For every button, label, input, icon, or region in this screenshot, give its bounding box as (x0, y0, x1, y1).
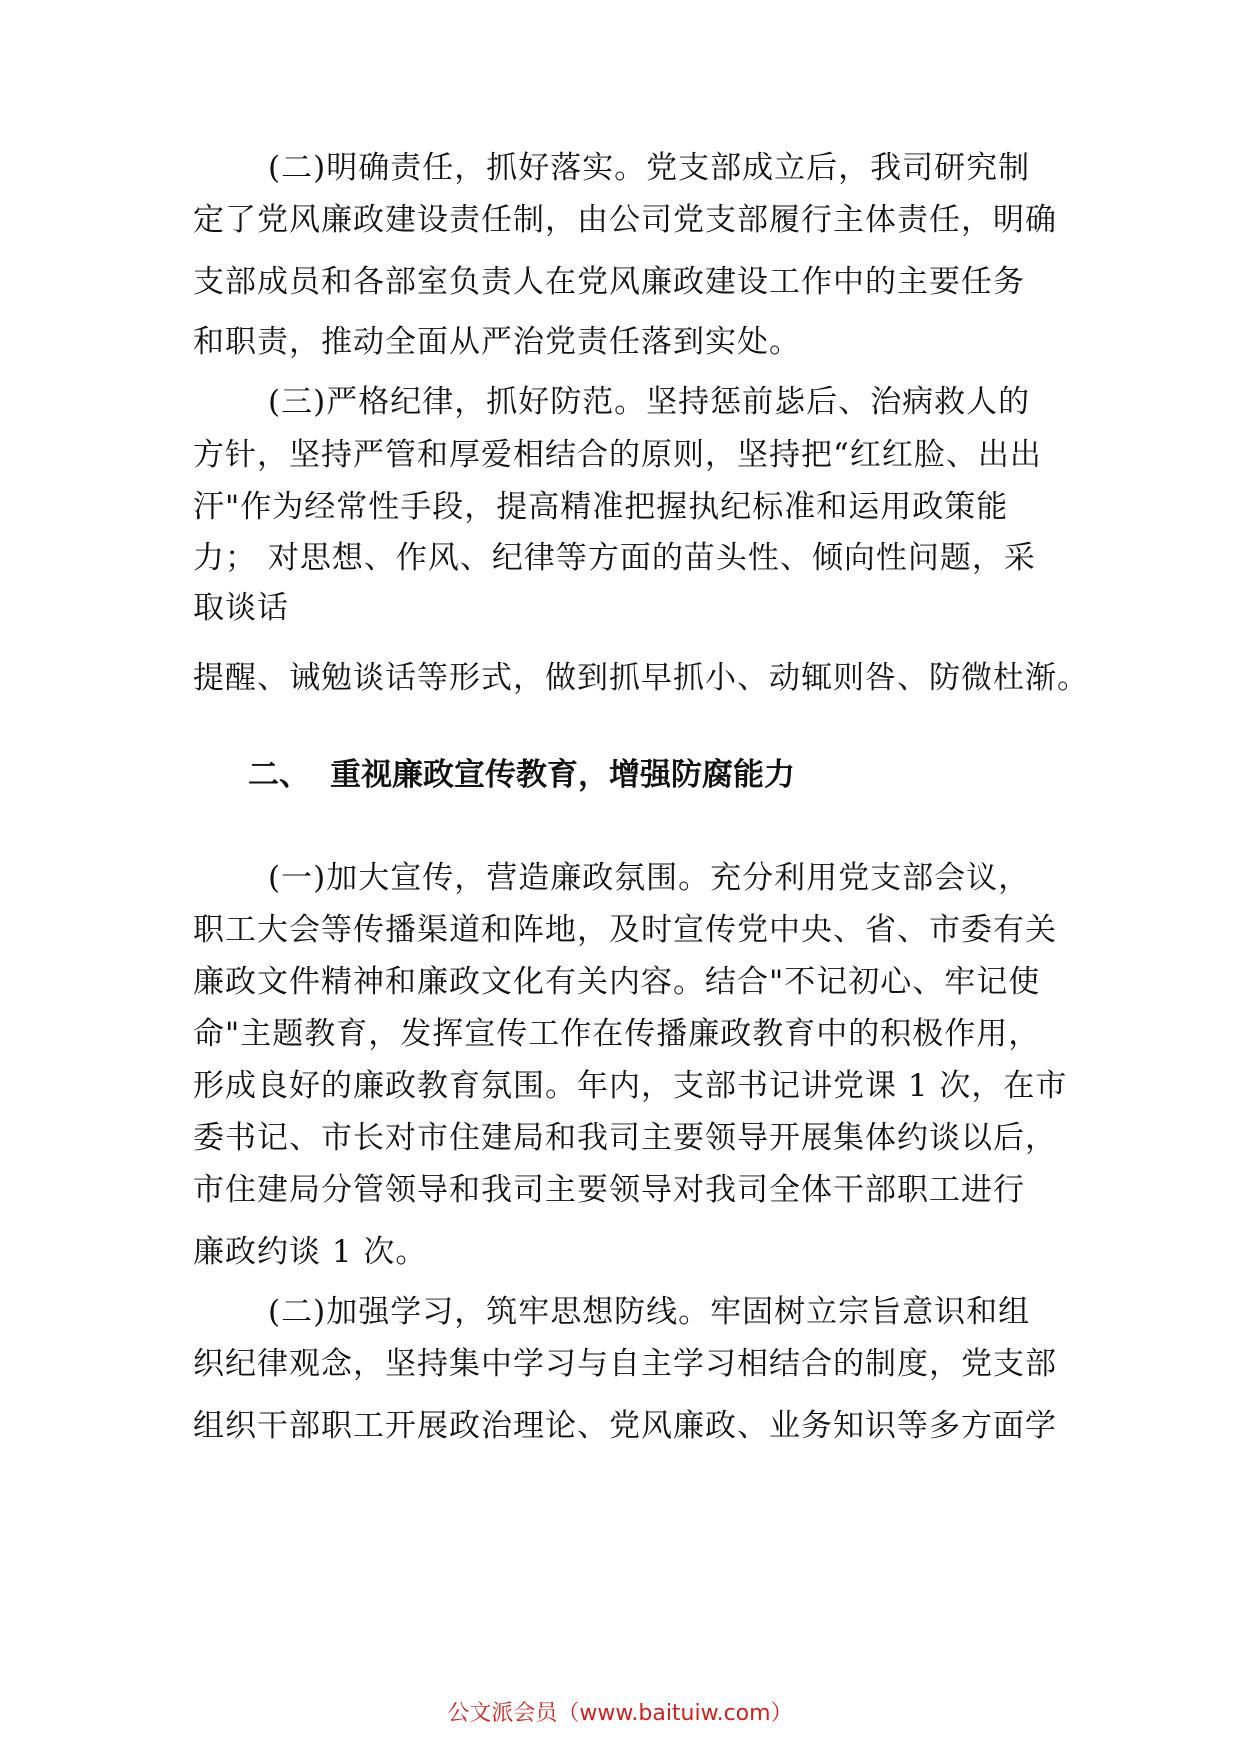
footer-watermark: 公文派会员（www.baituiw.com） (447, 1701, 793, 1726)
paragraph-line: 市住建局分管领导和我司主要领导对我司全体干部职工进行 (193, 1172, 1025, 1208)
paragraph-line: 汗"作为经常性手段，提高精准把握执纪标准和运用政策能 (193, 489, 1009, 525)
paragraph-line: 廉政约谈 1 次。 (193, 1234, 428, 1270)
paragraph-line: 组织干部职工开展政治理论、党风廉政、业务知识等多方面学 (193, 1408, 1057, 1444)
paragraph-line: 和职责，推动全面从严治党责任落到实处。 (193, 324, 801, 360)
paragraph-line: 命"主题教育，发挥宣传工作在传播廉政教育中的积极作用， (193, 1016, 1041, 1052)
paragraph-line: 支部成员和各部室负责人在党风廉政建设工作中的主要任务 (193, 264, 1025, 300)
paragraph-line: 方针，坚持严管和厚爱相结合的原则，坚持把“红红脸、出出 (193, 437, 1042, 473)
section-heading (248, 755, 795, 795)
paragraph-line: (三)严格纪律，抓好防范。坚持惩前毖后、治病救人的 (268, 384, 1031, 420)
paragraph-line: 提醒、诫勉谈话等形式，做到抓早抓小、动辄则咎、防微杜渐。 (193, 660, 1089, 696)
paragraph-line: 取谈话 (193, 590, 289, 626)
paragraph-line: (二)明确责任，抓好落实。党支部成立后，我司研究制 (268, 150, 1031, 186)
paragraph-line: 职工大会等传播渠道和阵地，及时宣传党中央、省、市委有关 (193, 912, 1057, 948)
paragraph-line: (一)加大宣传，营造廉政氛围。充分利用党支部会议， (268, 860, 1031, 896)
paragraph-line: (二)加强学习，筑牢思想防线。牢固树立宗旨意识和组 (268, 1294, 1031, 1330)
paragraph-line: 定了党风廉政建设责任制，由公司党支部履行主体责任，明确 (193, 202, 1057, 238)
section-number: 二、 (248, 757, 310, 793)
paragraph-line: 廉政文件精神和廉政文化有关内容。结合"不记初心、牢记使 (193, 964, 1041, 1000)
paragraph-line: 委书记、市长对市住建局和我司主要领导开展集体约谈以后， (193, 1120, 1057, 1156)
section-title: 重视廉政宣传教育，增强防腐能力 (330, 757, 795, 793)
paragraph-line: 形成良好的廉政教育氛围。年内，支部书记讲党课 1 次，在市 (193, 1068, 1068, 1104)
paragraph-line: 力； 对思想、作风、纪律等方面的苗头性、倾向性问题，采 (193, 540, 1036, 576)
paragraph-line: 织纪律观念，坚持集中学习与自主学习相结合的制度，党支部 (193, 1346, 1057, 1382)
